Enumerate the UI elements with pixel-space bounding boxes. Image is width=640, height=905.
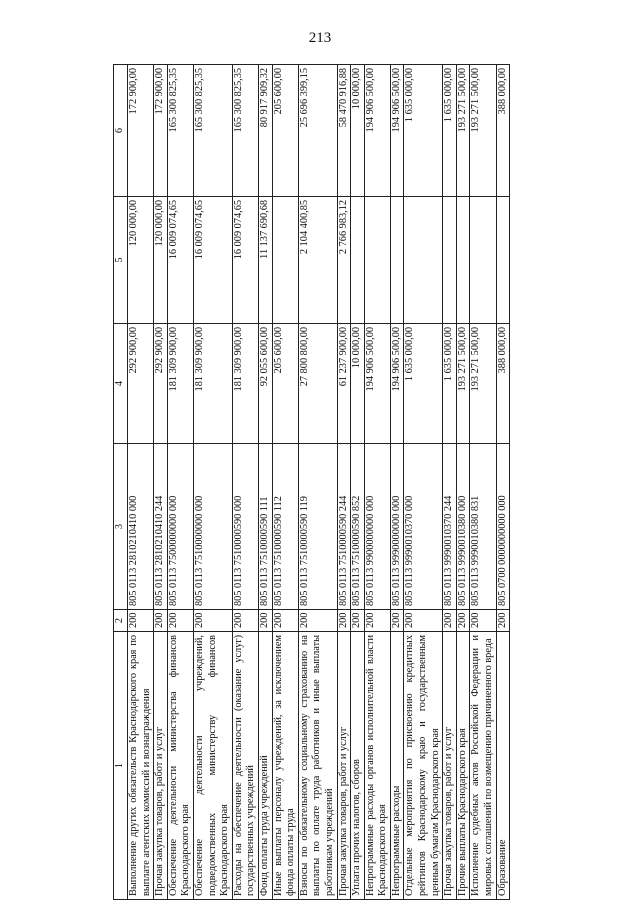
row-col2-cell: 200 — [232, 610, 258, 632]
row-value5-cell: 16 009 074,65 — [232, 197, 258, 324]
row-name-cell: Фонд оплаты труда учреждений — [258, 632, 272, 900]
row-value4-cell: 1 635 000,00 — [404, 324, 443, 444]
row-code-cell: 805 0113 7510000590 000 — [232, 444, 258, 610]
row-value6-cell: 194 906 500,00 — [364, 65, 390, 197]
table-row — [258, 65, 272, 900]
row-name-cell: Уплата прочих налогов, сборов — [351, 632, 365, 900]
row-col2-cell: 200 — [272, 610, 298, 632]
row-value5-cell: 11 137 690,68 — [258, 197, 272, 324]
header-cell: 2 — [114, 610, 128, 632]
row-col2-cell: 200 — [337, 610, 351, 632]
row-value4-cell: 181 309 900,00 — [193, 324, 232, 444]
table-row — [351, 65, 365, 900]
row-value5-cell: 16 009 074,65 — [193, 197, 232, 324]
row-col2-cell: 200 — [167, 610, 193, 632]
row-code-cell: 805 0113 7500000000 000 — [167, 444, 193, 610]
table-row — [128, 65, 154, 900]
row-code-cell: 805 0113 2810210410 244 — [154, 444, 168, 610]
row-value4-cell: 10 000,00 — [351, 324, 365, 444]
row-value5-cell — [470, 197, 496, 324]
row-col2-cell: 200 — [298, 610, 337, 632]
table-row — [232, 65, 258, 900]
row-name-cell: Выполнение других обязательств Краснодарского края по выплате агентских комиссий и вознаграждения — [128, 632, 154, 900]
row-value5-cell: 2 766 983,12 — [337, 197, 351, 324]
row-value4-cell: 181 309 900,00 — [232, 324, 258, 444]
row-value4-cell: 194 906 500,00 — [390, 324, 404, 444]
row-value6-cell: 194 906 500,00 — [390, 65, 404, 197]
row-name-cell: Обеспечение деятельности министерства финансов Краснодарского края — [167, 632, 193, 900]
rotated-table-container — [113, 65, 613, 900]
row-col2-cell: 200 — [351, 610, 365, 632]
table-row — [337, 65, 351, 900]
row-name-cell: Прочие выплаты Краснодарского края — [456, 632, 470, 900]
row-col2-cell: 200 — [404, 610, 443, 632]
row-value6-cell: 25 696 399,15 — [298, 65, 337, 197]
table-row — [298, 65, 337, 900]
row-name-cell: Исполнение судебных актов Российской Федерации и мировых соглашений по возмещению причиненного вреда — [470, 632, 496, 900]
page-number: 213 — [308, 30, 332, 46]
row-code-cell: 805 0113 7510000590 119 — [298, 444, 337, 610]
row-value6-cell: 1 635 000,00 — [404, 65, 443, 197]
row-col2-cell: 200 — [364, 610, 390, 632]
row-name-cell: Обеспечение деятельности учреждений, подведомственных министерству финансов Краснодарского края — [193, 632, 232, 900]
table-row — [470, 65, 496, 900]
row-code-cell: 805 0113 9990010370 000 — [404, 444, 443, 610]
row-value6-cell: 165 300 825,35 — [232, 65, 258, 197]
table-row — [154, 65, 168, 900]
row-code-cell: 805 0113 2810210410 000 — [128, 444, 154, 610]
row-value6-cell: 165 300 825,35 — [193, 65, 232, 197]
table-row — [193, 65, 232, 900]
row-code-cell: 805 0113 9990000000 000 — [390, 444, 404, 610]
row-value5-cell: 16 009 074,65 — [167, 197, 193, 324]
row-value5-cell — [456, 197, 470, 324]
row-value4-cell: 92 055 600,00 — [258, 324, 272, 444]
row-value6-cell: 80 917 909,32 — [258, 65, 272, 197]
row-value5-cell — [443, 197, 457, 324]
header-cell: 1 — [114, 632, 128, 900]
row-col2-cell: 200 — [496, 610, 510, 632]
header-cell: 5 — [114, 197, 128, 324]
table-row — [364, 65, 390, 900]
row-code-cell: 805 0113 7510000590 244 — [337, 444, 351, 610]
row-value4-cell: 292 900,00 — [128, 324, 154, 444]
row-value6-cell: 1 635 000,00 — [443, 65, 457, 197]
row-name-cell: Прочая закупка товаров, работ и услуг — [337, 632, 351, 900]
row-col2-cell: 200 — [128, 610, 154, 632]
table-body — [128, 65, 510, 900]
row-value6-cell: 193 271 500,00 — [456, 65, 470, 197]
row-value6-cell: 193 271 500,00 — [470, 65, 496, 197]
row-code-cell: 805 0113 7510000590 111 — [258, 444, 272, 610]
header-cell: 4 — [114, 324, 128, 444]
row-name-cell: Отдельные мероприятия по присвоению кредитных рейтингов Краснодарскому краю и государственным ценным бумагам Краснодарского края — [404, 632, 443, 900]
row-name-cell: Расходы на обеспечение деятельности (оказание услуг) государственных учреждений — [232, 632, 258, 900]
row-value5-cell — [351, 197, 365, 324]
row-value4-cell: 1 635 000,00 — [443, 324, 457, 444]
header-cell: 3 — [114, 444, 128, 610]
row-col2-cell: 200 — [390, 610, 404, 632]
row-value4-cell: 194 906 500,00 — [364, 324, 390, 444]
row-value5-cell — [496, 197, 510, 324]
row-code-cell: 805 0113 9990010370 244 — [443, 444, 457, 610]
row-name-cell: Непрограммные расходы — [390, 632, 404, 900]
header-row — [114, 65, 128, 900]
row-code-cell: 805 0113 9990010380 000 — [456, 444, 470, 610]
row-value6-cell: 58 470 916,88 — [337, 65, 351, 197]
row-value5-cell — [404, 197, 443, 324]
budget-table — [113, 64, 510, 900]
row-value6-cell: 388 000,00 — [496, 65, 510, 197]
row-code-cell: 805 0113 7510000590 112 — [272, 444, 298, 610]
row-value4-cell: 181 309 900,00 — [167, 324, 193, 444]
row-name-cell: Прочая закупка товаров, работ и услуг — [154, 632, 168, 900]
row-value5-cell: 120 000,00 — [154, 197, 168, 324]
row-value6-cell: 165 300 825,35 — [167, 65, 193, 197]
table-row — [496, 65, 510, 900]
row-name-cell: Прочая закупка товаров, работ и услуг — [443, 632, 457, 900]
row-value6-cell: 172 900,00 — [128, 65, 154, 197]
table-row — [272, 65, 298, 900]
table-row — [443, 65, 457, 900]
row-code-cell: 805 0113 7510000000 000 — [193, 444, 232, 610]
row-name-cell: Образование — [496, 632, 510, 900]
row-value4-cell: 205 600,00 — [272, 324, 298, 444]
row-value5-cell: 120 000,00 — [128, 197, 154, 324]
row-value5-cell — [364, 197, 390, 324]
row-value4-cell: 61 237 900,00 — [337, 324, 351, 444]
table-row — [404, 65, 443, 900]
table-row — [390, 65, 404, 900]
table-row — [456, 65, 470, 900]
row-col2-cell: 200 — [470, 610, 496, 632]
row-col2-cell: 200 — [443, 610, 457, 632]
header-cell: 6 — [114, 65, 128, 197]
row-name-cell: Непрограммные расходы органов исполнительной власти Краснодарского края — [364, 632, 390, 900]
table-row — [167, 65, 193, 900]
row-code-cell: 805 0700 0000000000 000 — [496, 444, 510, 610]
row-value4-cell: 388 000,00 — [496, 324, 510, 444]
row-value6-cell: 172 900,00 — [154, 65, 168, 197]
row-value6-cell: 10 000,00 — [351, 65, 365, 197]
row-code-cell: 805 0113 7510000590 852 — [351, 444, 365, 610]
row-value4-cell: 193 271 500,00 — [470, 324, 496, 444]
row-value5-cell: 2 104 400,85 — [298, 197, 337, 324]
row-code-cell: 805 0113 9990010380 831 — [470, 444, 496, 610]
row-col2-cell: 200 — [154, 610, 168, 632]
row-value4-cell: 27 800 800,00 — [298, 324, 337, 444]
row-col2-cell: 200 — [456, 610, 470, 632]
row-value5-cell — [272, 197, 298, 324]
row-value4-cell: 292 900,00 — [154, 324, 168, 444]
row-value5-cell — [390, 197, 404, 324]
row-col2-cell: 200 — [258, 610, 272, 632]
row-value6-cell: 205 600,00 — [272, 65, 298, 197]
row-value4-cell: 193 271 500,00 — [456, 324, 470, 444]
row-name-cell: Взносы по обязательному социальному страхованию на выплаты по оплате труда работников и иные выплаты работникам учреждений — [298, 632, 337, 900]
row-col2-cell: 200 — [193, 610, 232, 632]
row-name-cell: Иные выплаты персоналу учреждений, за исключением фонда оплаты труда — [272, 632, 298, 900]
row-code-cell: 805 0113 9900000000 000 — [364, 444, 390, 610]
